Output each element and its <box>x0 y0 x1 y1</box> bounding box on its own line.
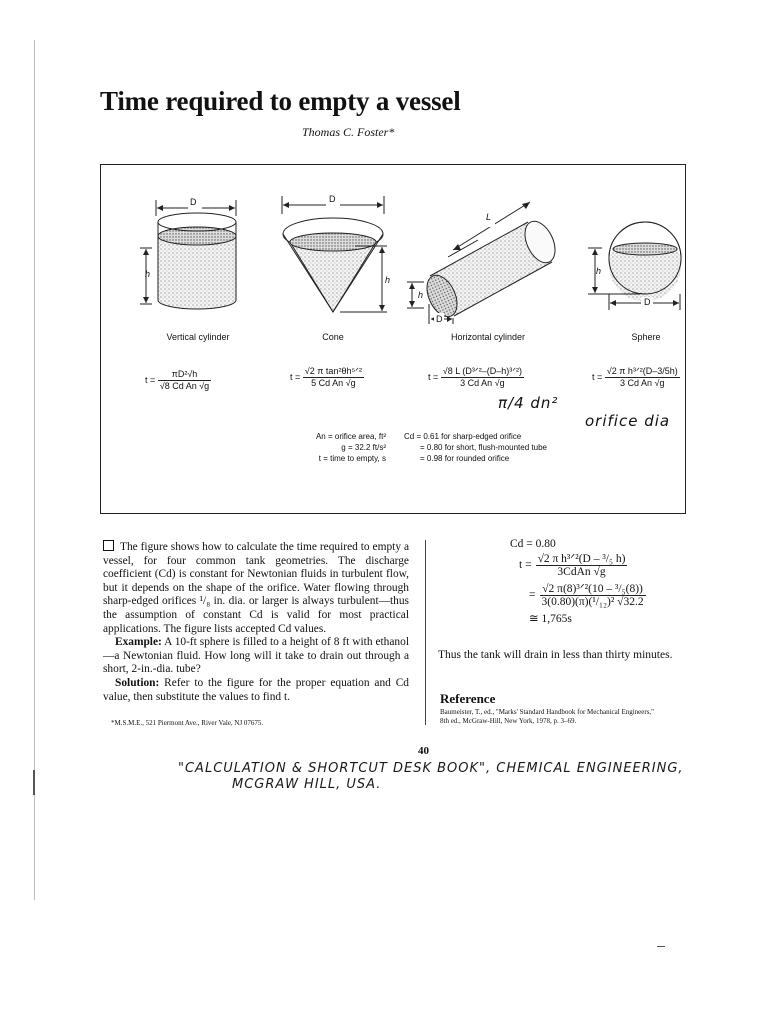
label-cone: Cone <box>322 332 344 342</box>
formula-cone: t = $\frac{\text{√2 π tan²θh⁵ᐟ²}}{\text{5 Cd An √g}}$ <box>290 366 362 388</box>
scan-margin-mark <box>33 770 35 795</box>
formula-sphere: t = $\frac{\text{√2 π h³ᐟ²(D–3/5h)}}{\text{3 Cd An √g}}$ <box>592 366 678 388</box>
reference-text: Baumeister, T., ed., "Marks' Standard Handbook for Mechanical Engineers," 8th ed., McGraw-Hill, New York, 1978, p. 3–69. <box>440 708 655 725</box>
author: Thomas C. Foster* <box>302 125 395 139</box>
horizontal-cylinder-drawing <box>407 202 561 325</box>
section-box-icon <box>103 540 114 551</box>
sphere-drawing <box>588 222 681 310</box>
calc-equation: t = $\frac{\text{√2 π h³ᐟ²(D – ³/₅ h)}}{\text{3CdAn √g}}$ = $\frac{\text{√2 π(8)³ᐟ²(10 – ³/₅(8))}}{\text{3(0.80)(π)(¹/₁₂)² √32.2}}$ ≅ 1,765s <box>519 553 644 625</box>
handwritten-source-line-1: "CALCULATION & SHORTCUT DESK BOOK", CHEMICAL ENGINEERING, <box>178 761 684 776</box>
legend-variables: An = orifice area, ft² g = 32.2 ft/s² t = time to empty, s <box>315 432 386 463</box>
dim-D-sphere: D <box>644 297 651 307</box>
formula-vertical-cylinder: t = $\frac{\text{πD²√h}}{\text{√8 Cd An √g}}$ <box>145 369 210 391</box>
body-text: The figure shows how to calculate the time required to empty a vessel, for four common tank geometries. The discharge coefficient (Cd) is constant for Newtonian fluids in turbulent flow, but it depends on the shape of the orifice. Water flowing through sharp-edged orifices ¹/₈ in. dia. or larger is always turbulent—thus the assumption of constant Cd is valid for most practical applications. The figure lists accepted Cd values. Example: A 10-ft sphere is filled to a height of 8 ft with ethanol—a Newtonian fluid. How long will it take to drain out through a short, 2-in.-dia. tube? Solution: Refer to the figure for the proper equation and Cd value, then substitute the values to find t. <box>103 541 409 703</box>
handwritten-source-line-2: MCGRAW HILL, USA. <box>232 777 382 792</box>
dim-D-cone: D <box>329 194 336 204</box>
dim-L-horizontal: L <box>486 212 492 222</box>
handwritten-orifice-area: π/4 dn² <box>498 394 559 412</box>
dim-D-vertical: D <box>190 197 197 207</box>
dim-h-cone: h <box>385 275 391 285</box>
cone-drawing <box>282 196 387 312</box>
legend-discharge-coefficients: Cd = 0.61 for sharp-edged orifice = 0.80 for short, flush-mounted tube = 0.98 for rounded orifice <box>404 432 547 463</box>
calc-cd: Cd = 0.80 <box>510 538 556 550</box>
vertical-cylinder-drawing <box>140 200 236 309</box>
label-vertical-cylinder: Vertical cylinder <box>166 332 230 342</box>
handwritten-orifice-dia: orifice dia <box>585 412 671 430</box>
dim-h-sphere: h <box>596 266 602 276</box>
calc-conclusion: Thus the tank will drain in less than thirty minutes. <box>438 649 673 661</box>
label-horizontal-cylinder: Horizontal cylinder <box>450 332 526 342</box>
scan-speck <box>657 946 665 947</box>
formula-horizontal-cylinder: t = $\frac{\text{√8 L (D³ᐟ²–(D–h)³ᐟ²)}}{\text{3 Cd An √g}}$ <box>428 366 523 388</box>
dim-h-horizontal: h <box>418 290 424 300</box>
column-divider <box>425 540 426 725</box>
footnote: *M.S.M.E., 521 Piermont Ave., River Vale, NJ 07675. <box>111 719 264 727</box>
page-number: 40 <box>418 745 429 757</box>
label-sphere: Sphere <box>631 332 661 342</box>
dim-D-horizontal: D <box>436 314 443 324</box>
page-title: Time required to empty a vessel <box>100 86 461 116</box>
reference-heading: Reference <box>440 691 496 706</box>
dim-h-vertical: h <box>145 269 151 279</box>
